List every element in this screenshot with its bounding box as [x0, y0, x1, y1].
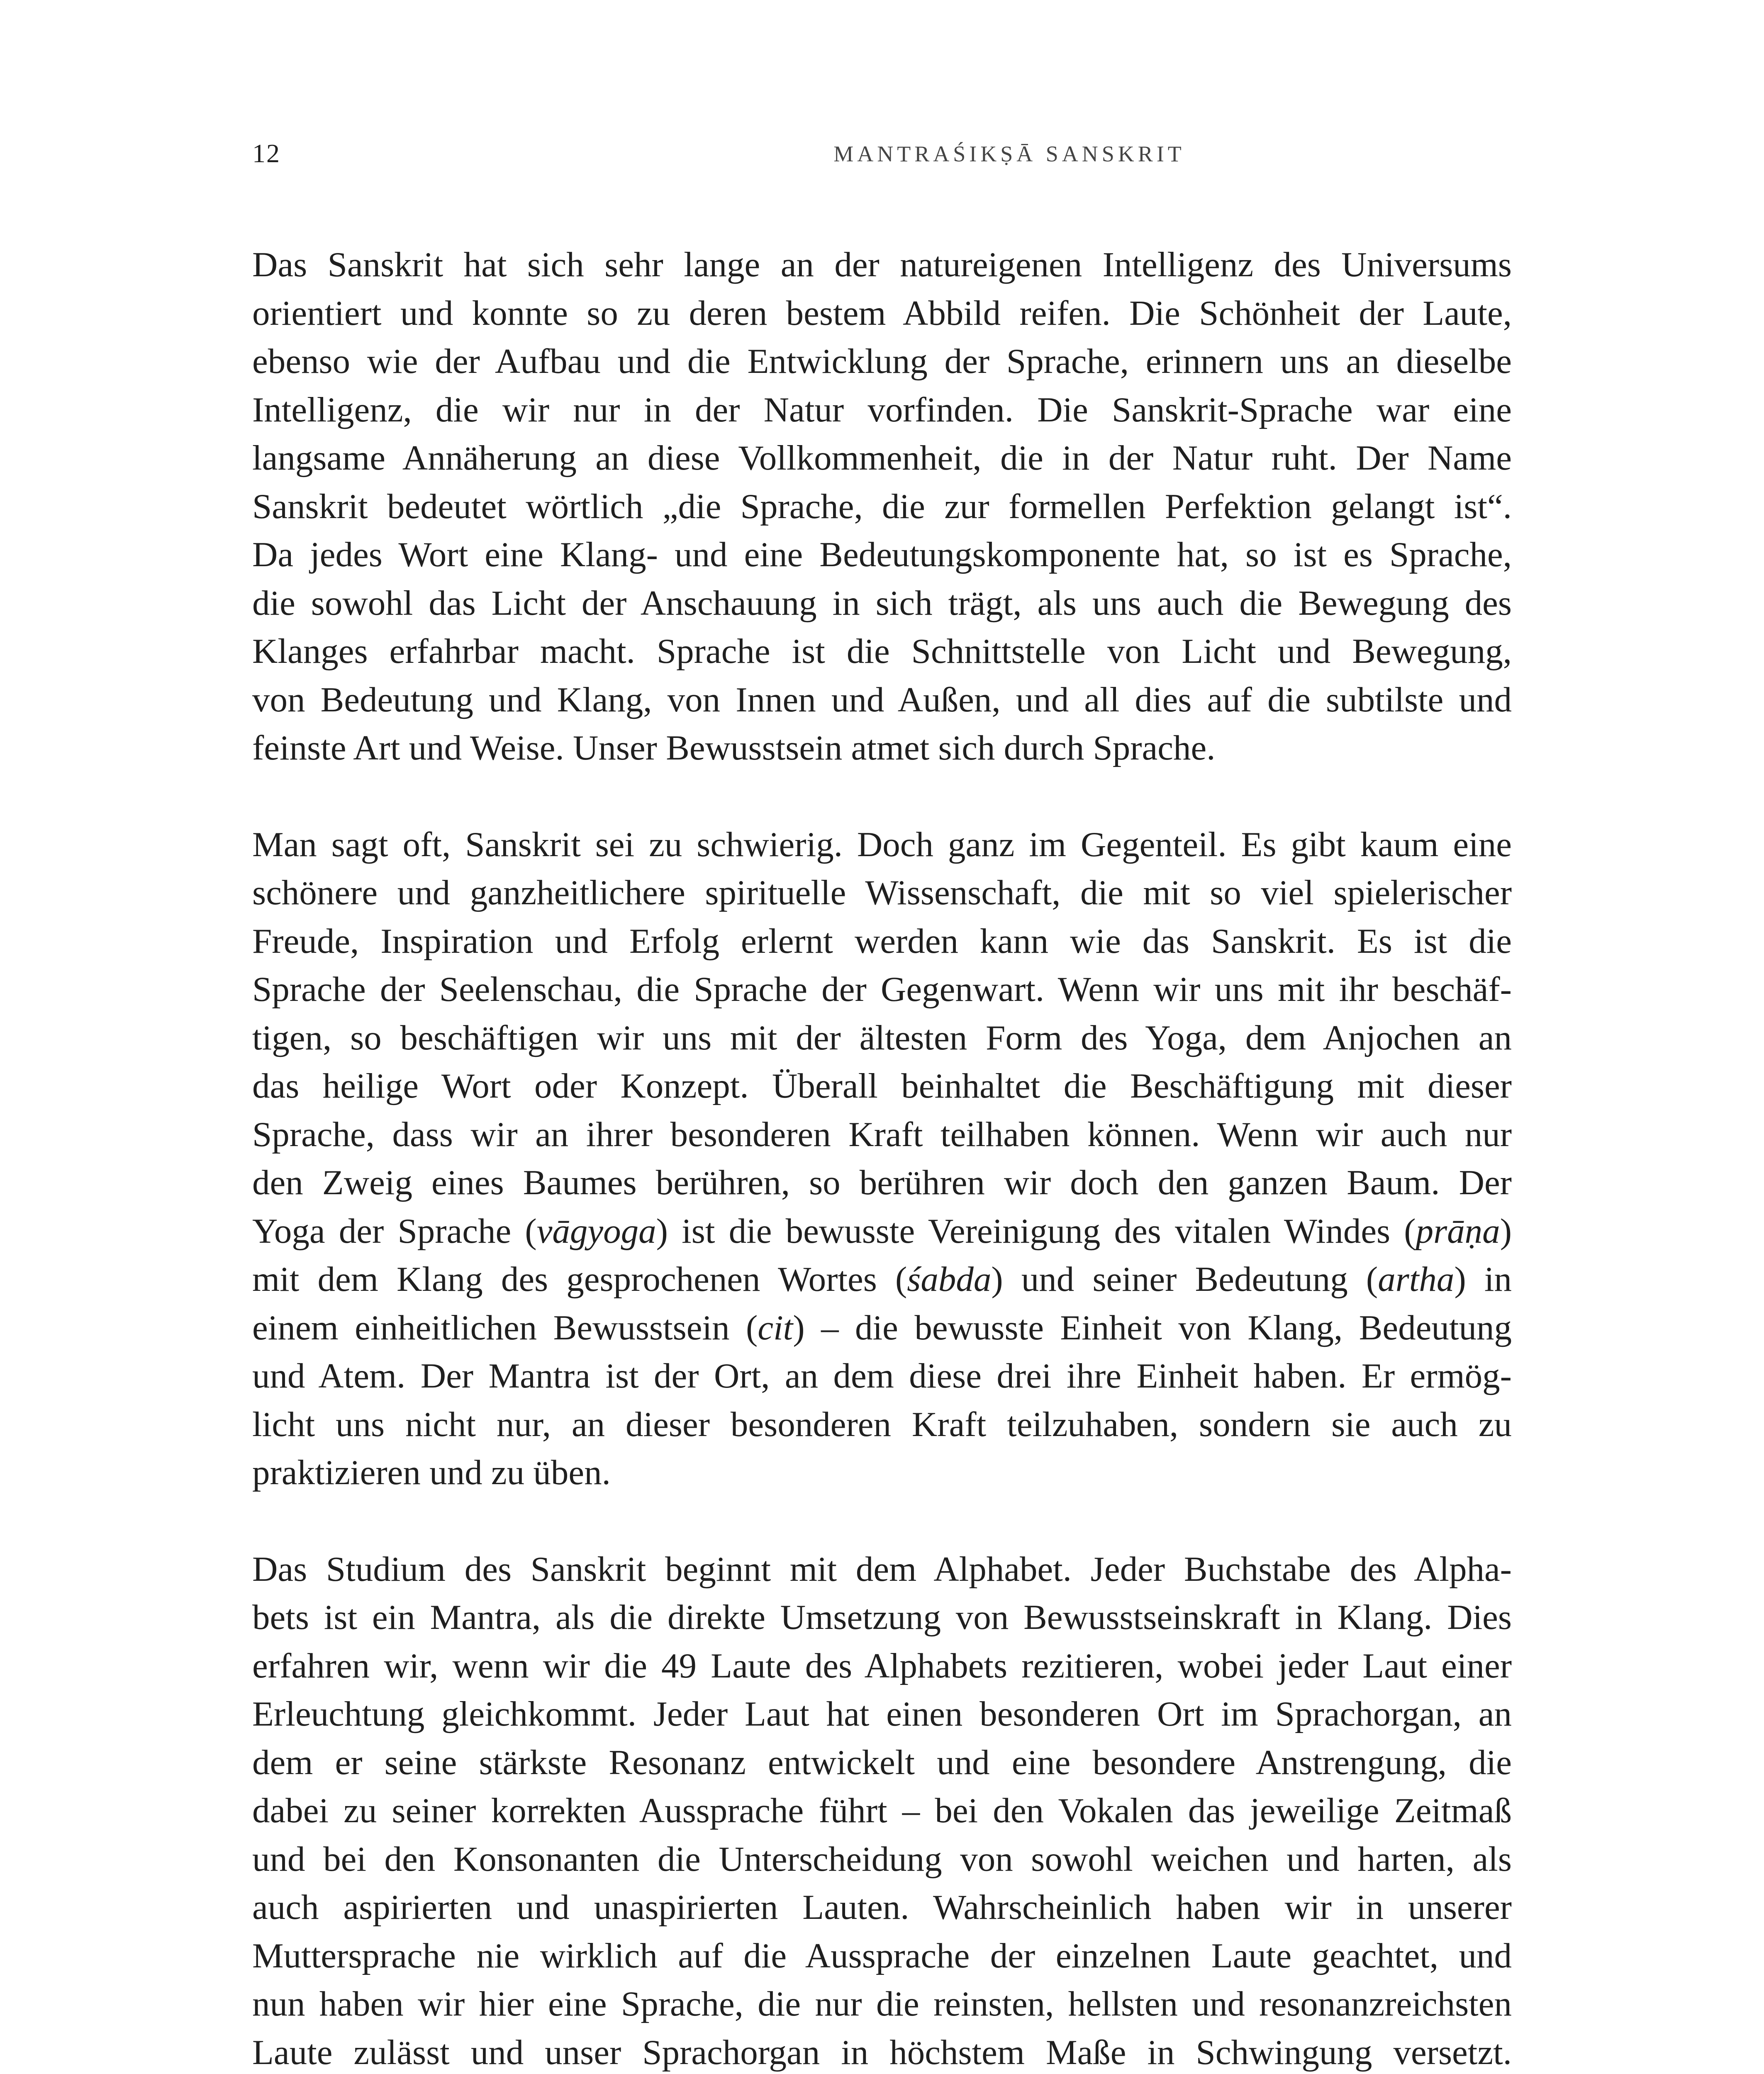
text-line: schönere und ganzheitlichere spirituelle Wissenschaft, die mit so viel spielerischer: [252, 873, 1512, 912]
text-line: Erleuchtung gleichkommt. Jeder Laut hat einen besonderen Ort im Sprachorgan, an: [252, 1694, 1512, 1733]
text-line: und Atem. Der Mantra ist der Ort, an dem diese drei ihre Einheit haben. Er ermög-: [252, 1356, 1512, 1395]
sanskrit-term-prana: prāṇa: [1416, 1211, 1500, 1251]
text-line: feinste Art und Weise. Unser Bewusstsein atmet sich durch Sprache.: [252, 728, 1216, 767]
text-line: Sprache, dass wir an ihrer besonderen Kraft teilhaben können. Wenn wir auch nur: [252, 1115, 1512, 1154]
text-line: [252, 1304, 1512, 1352]
text-line: und bei den Konsonanten die Unterscheidung von sowohl weichen und harten, als: [252, 1839, 1512, 1879]
text-line: das heilige Wort oder Konzept. Überall beinhaltet die Beschäftigung mit dieser: [252, 1066, 1512, 1105]
text-line: Intelligenz, die wir nur in der Natur vorfinden. Die Sanskrit-Sprache war eine: [252, 390, 1512, 429]
text-fragment: ) und seiner Bedeutung (: [991, 1260, 1378, 1299]
text-line: orientiert und konnte so zu deren bestem Abbild reifen. Die Schönheit der Laute,: [252, 293, 1512, 333]
text-line: Laute zulässt und unser Sprachorgan in höchstem Maße in Schwingung versetzt.: [252, 2033, 1512, 2072]
text-fragment: ) in: [1454, 1260, 1512, 1299]
paragraph-1: [252, 241, 1512, 772]
text-fragment: ) ist die bewusste Vereinigung des vitalen Windes (: [656, 1211, 1416, 1251]
text-line: bets ist ein Mantra, als die direkte Umsetzung von Bewusstseinskraft in Klang. Dies: [252, 1598, 1512, 1637]
text-fragment: ): [1500, 1211, 1512, 1251]
running-title: MANTRAŚIKṢĀ SANSKRIT: [833, 141, 1185, 166]
text-line: [252, 1207, 1512, 1256]
text-line: die sowohl das Licht der Anschauung in sich trägt, als uns auch die Bewegung des: [252, 583, 1512, 623]
text-line: den Zweig eines Baumes berühren, so berühren wir doch den ganzen Baum. Der: [252, 1163, 1512, 1202]
text-line: dem er seine stärkste Resonanz entwickelt und eine besondere Anstrengung, die: [252, 1743, 1512, 1782]
text-line: Sprache der Seelenschau, die Sprache der Gegenwart. Wenn wir uns mit ihr beschäf-: [252, 970, 1512, 1009]
text-line: Muttersprache nie wirklich auf die Aussprache der einzelnen Laute geachtet, und: [252, 1936, 1512, 1975]
text-line: auch aspirierten und unaspirierten Lauten. Wahrscheinlich haben wir in unserer: [252, 1888, 1512, 1927]
text-line: von Bedeutung und Klang, von Innen und Außen, und all dies auf die subtilste und: [252, 680, 1512, 719]
sanskrit-term-vagyoga: vāgyoga: [536, 1211, 656, 1251]
paragraph-2: [252, 820, 1512, 1497]
text-line: langsame Annäherung an diese Vollkommenheit, die in der Natur ruht. Der Name: [252, 438, 1512, 477]
text-line: ebenso wie der Aufbau und die Entwicklung der Sprache, erinnern uns an dieselbe: [252, 342, 1512, 381]
text-line: [252, 1255, 1512, 1304]
text-line: dabei zu seiner korrekten Aussprache führt – bei den Vokalen das jeweilige Zeitmaß: [252, 1791, 1512, 1830]
text-line: licht uns nicht nur, an dieser besonderen Kraft teilzuhaben, sondern sie auch zu: [252, 1405, 1512, 1444]
body-text: [252, 241, 1512, 2074]
sanskrit-term-cit: cit: [758, 1308, 793, 1347]
text-line: tigen, so beschäftigen wir uns mit der ältesten Form des Yoga, dem Anjochen an: [252, 1018, 1512, 1057]
text-line: Klanges erfahrbar macht. Sprache ist die Schnittstelle von Licht und Bewegung,: [252, 632, 1512, 671]
running-header: [252, 137, 1512, 174]
paragraph-3: [252, 1545, 1512, 2074]
sanskrit-term-artha: artha: [1378, 1260, 1455, 1299]
text-fragment: einem einheitlichen Bewusstsein (: [252, 1308, 758, 1347]
text-fragment: mit dem Klang des gesprochenen Wortes (: [252, 1260, 907, 1299]
text-line: Sanskrit bedeutet wörtlich „die Sprache, die zur formellen Perfektion gelangt ist“.: [252, 487, 1512, 526]
text-line: Da jedes Wort eine Klang- und eine Bedeutungskomponente hat, so ist es Sprache,: [252, 535, 1512, 574]
text-line: praktizieren und zu üben.: [252, 1453, 611, 1492]
text-fragment: Yoga der Sprache (: [252, 1211, 537, 1251]
text-line: Freude, Inspiration und Erfolg erlernt werden kann wie das Sanskrit. Es ist die: [252, 921, 1512, 961]
text-line: Man sagt oft, Sanskrit sei zu schwierig. Doch ganz im Gegenteil. Es gibt kaum eine: [252, 825, 1512, 864]
page-number: 12: [252, 139, 280, 168]
text-line: erfahren wir, wenn wir die 49 Laute des Alphabets rezitieren, wobei jeder Laut einer: [252, 1646, 1512, 1685]
text-line: nun haben wir hier eine Sprache, die nur die reinsten, hellsten und resonanzreichsten: [252, 1984, 1512, 2023]
text-fragment: ) – die bewusste Einheit von Klang, Bedeutung: [793, 1308, 1512, 1347]
sanskrit-term-sabda: śabda: [907, 1260, 992, 1299]
text-line: Das Studium des Sanskrit beginnt mit dem Alphabet. Jeder Buchstabe des Alpha-: [252, 1549, 1512, 1589]
text-line: Das Sanskrit hat sich sehr lange an der natureigenen Intelligenz des Universums: [252, 245, 1512, 284]
